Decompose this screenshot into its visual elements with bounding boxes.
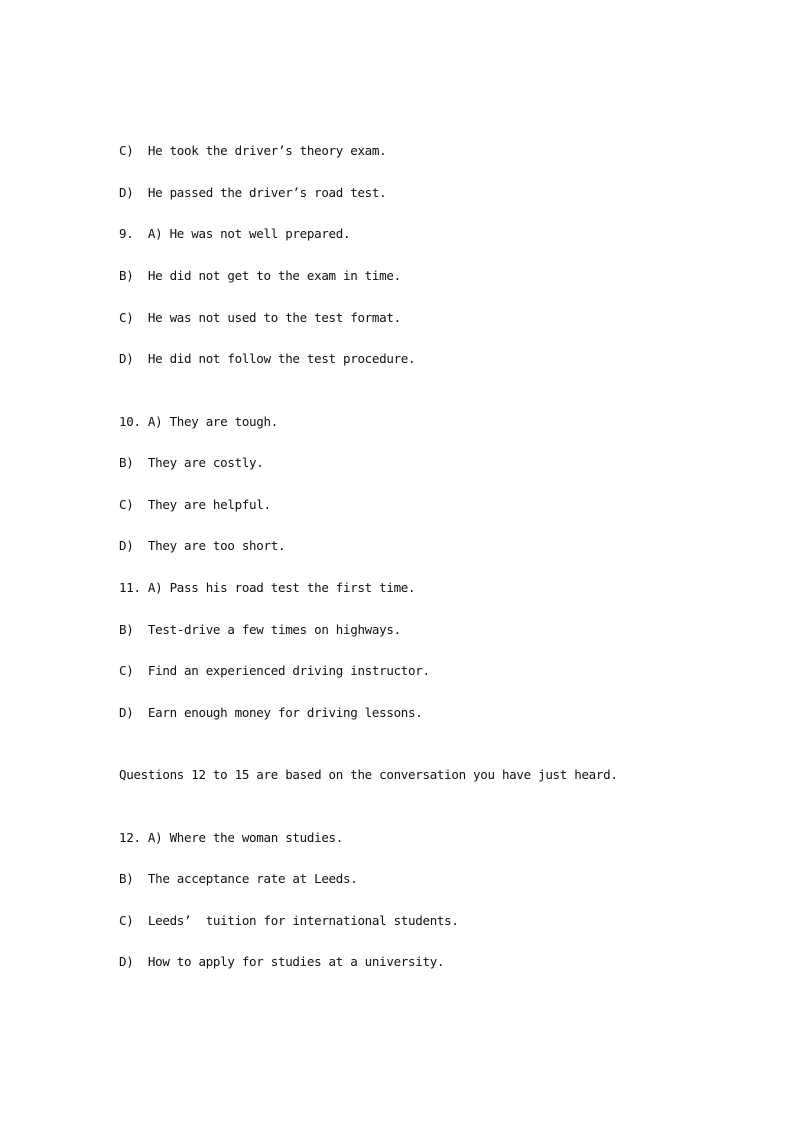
option-11b: B) Test-drive a few times on highways. [119,622,401,637]
option-11d: D) Earn enough money for driving lessons. [119,705,423,720]
option-10d: D) They are too short. [119,538,286,553]
option-10c: C) They are helpful. [119,497,271,512]
option-9b: B) He did not get to the exam in time. [119,268,401,283]
question-12-option-a: 12. A) Where the woman studies. [119,830,343,845]
option-10b: B) They are costly. [119,455,264,470]
option-12d: D) How to apply for studies at a university. [119,954,445,969]
option-9c: C) He was not used to the test format. [119,310,401,325]
option-12c: C) Leeds’ tuition for international students. [119,913,459,928]
option-8c: C) He took the driver’s theory exam. [119,143,387,158]
option-9d: D) He did not follow the test procedure. [119,351,416,366]
question-9-option-a: 9. A) He was not well prepared. [119,226,351,241]
section-instruction: Questions 12 to 15 are based on the conversation you have just heard. [119,767,618,782]
question-11-option-a: 11. A) Pass his road test the first time. [119,580,416,595]
question-10-option-a: 10. A) They are tough. [119,414,278,429]
option-8d: D) He passed the driver’s road test. [119,185,387,200]
option-12b: B) The acceptance rate at Leeds. [119,871,358,886]
option-11c: C) Find an experienced driving instructor. [119,663,430,678]
